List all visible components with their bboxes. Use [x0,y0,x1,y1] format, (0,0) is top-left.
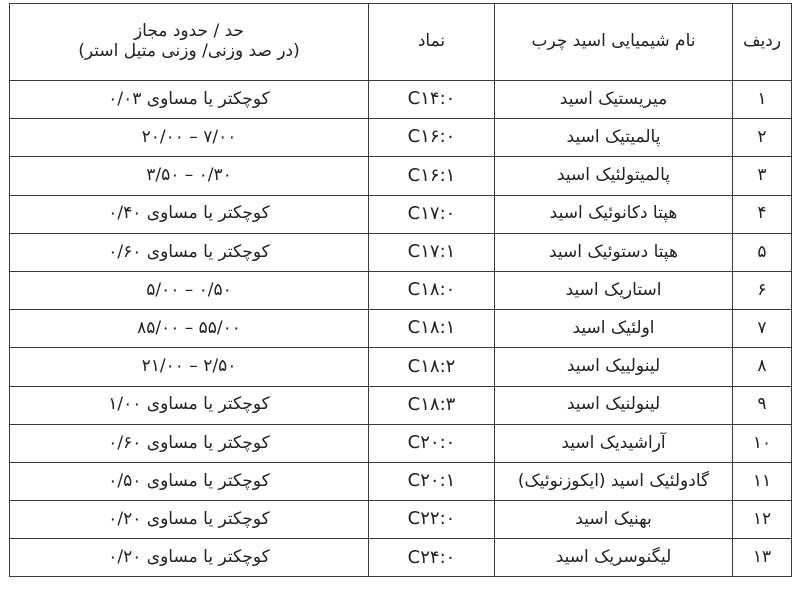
cell-row-number: ۳ [733,157,792,195]
cell-row-number: ۱۱ [733,462,792,500]
cell-row-number: ۵ [733,233,792,271]
cell-row-number: ۷ [733,310,792,348]
table-row [10,81,792,119]
cell-acid-name: لینولییک اسید [495,348,733,386]
cell-row-number: ۸ [733,348,792,386]
table-row [10,157,792,195]
cell-symbol: C۱۴:۰ [369,81,495,119]
cell-limit: ۰/۵۰ – ۵/۰۰ [10,271,369,309]
cell-row-number: ۱ [733,81,792,119]
cell-acid-name: بهنیک اسید [495,501,733,539]
cell-row-number: ۱۳ [733,539,792,577]
table-row [10,539,792,577]
table-row [10,310,792,348]
cell-limit: کوچکتر یا مساوی ۰/۴۰ [10,195,369,233]
cell-limit: کوچکتر یا مساوی ۰/۶۰ [10,424,369,462]
cell-symbol: C۲۴:۰ [369,539,495,577]
cell-acid-name: آراشیدیک اسید [495,424,733,462]
header-limit-title: حد / حدود مجاز [133,21,245,42]
cell-limit: ۰/۳۰ – ۳/۵۰ [10,157,369,195]
table-row [10,195,792,233]
cell-symbol: C۱۸:۱ [369,310,495,348]
cell-limit: کوچکتر یا مساوی ۰/۵۰ [10,462,369,500]
cell-symbol: C۱۷:۱ [369,233,495,271]
cell-row-number: ۹ [733,386,792,424]
cell-symbol: C۱۸:۲ [369,348,495,386]
cell-symbol: C۲۲:۰ [369,501,495,539]
table-row [10,348,792,386]
table-row [10,386,792,424]
cell-symbol: C۲۰:۰ [369,424,495,462]
cell-acid-name: هپتا دستوئیک اسید [495,233,733,271]
cell-limit: ۵۵/۰۰ – ۸۵/۰۰ [10,310,369,348]
cell-acid-name: استاریک اسید [495,271,733,309]
table-row [10,462,792,500]
cell-row-number: ۲ [733,119,792,157]
table-row [10,233,792,271]
cell-symbol: C۱۸:۳ [369,386,495,424]
table-header-row [10,4,792,81]
cell-acid-name: گادولئیک اسید (ایکوزنوئیک) [495,462,733,500]
fatty-acid-table [9,3,792,577]
header-acid-name: نام شیمیایی اسید چرب [495,4,733,81]
cell-row-number: ۶ [733,271,792,309]
cell-acid-name: اولئیک اسید [495,310,733,348]
cell-acid-name: هپتا دکانوئیک اسید [495,195,733,233]
cell-symbol: C۱۶:۰ [369,119,495,157]
header-symbol: نماد [369,4,495,81]
cell-symbol: C۱۸:۰ [369,271,495,309]
cell-symbol: C۲۰:۱ [369,462,495,500]
cell-row-number: ۴ [733,195,792,233]
cell-limit: کوچکتر یا مساوی ۱/۰۰ [10,386,369,424]
cell-limit: ۷/۰۰ – ۲۰/۰۰ [10,119,369,157]
cell-limit: کوچکتر یا مساوی ۰/۰۳ [10,81,369,119]
cell-acid-name: پالمیتولئیک اسید [495,157,733,195]
cell-acid-name: پالمیتیک اسید [495,119,733,157]
fatty-acid-table-container [9,3,791,577]
table-row [10,501,792,539]
cell-limit: کوچکتر یا مساوی ۰/۶۰ [10,233,369,271]
cell-symbol: C۱۷:۰ [369,195,495,233]
cell-acid-name: میریستیک اسید [495,81,733,119]
cell-row-number: ۱۲ [733,501,792,539]
cell-limit: کوچکتر یا مساوی ۰/۲۰ [10,501,369,539]
cell-limit: ۲/۵۰ – ۲۱/۰۰ [10,348,369,386]
table-row [10,119,792,157]
cell-acid-name: لینولنیک اسید [495,386,733,424]
table-row [10,424,792,462]
cell-acid-name: لیگنوسریک اسید [495,539,733,577]
header-limit-unit: (در صد وزنی/ وزنی متیل استر) [78,41,300,61]
header-limit [10,4,369,81]
header-row-number: ردیف [733,4,792,81]
cell-row-number: ۱۰ [733,424,792,462]
cell-symbol: C۱۶:۱ [369,157,495,195]
cell-limit: کوچکتر یا مساوی ۰/۲۰ [10,539,369,577]
table-row [10,271,792,309]
